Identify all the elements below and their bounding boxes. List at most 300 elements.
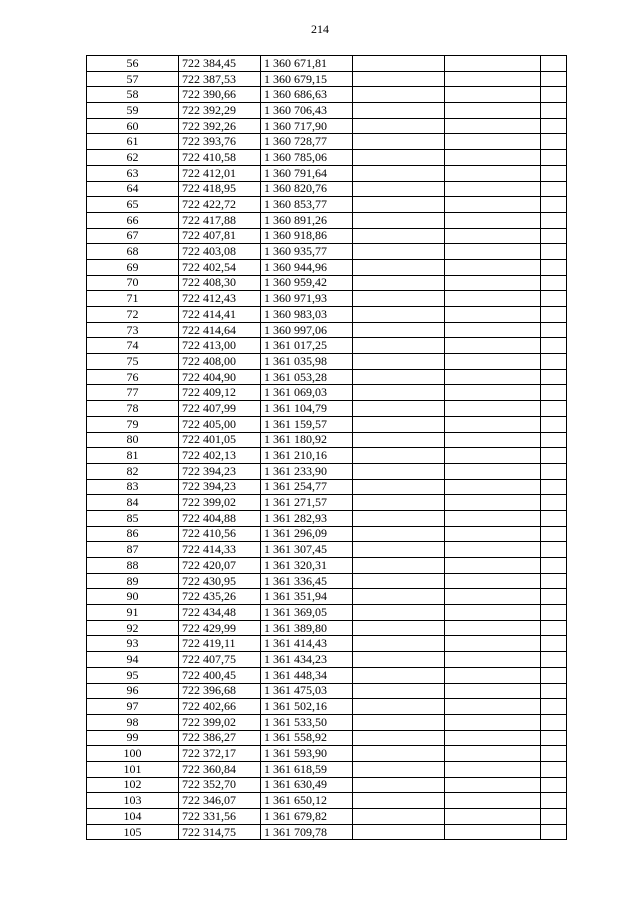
y-coordinate-cell: 1 360 971,93: [261, 291, 353, 307]
empty-cell: [353, 416, 445, 432]
x-coordinate-cell: 722 314,75: [179, 824, 261, 840]
empty-cell: [353, 589, 445, 605]
table-row: [87, 275, 567, 291]
point-number-cell: 82: [87, 463, 179, 479]
table-row: [87, 714, 567, 730]
y-coordinate-cell: 1 361 533,50: [261, 714, 353, 730]
table-row: [87, 197, 567, 213]
empty-cell: [353, 228, 445, 244]
empty-cell: [445, 71, 541, 87]
x-coordinate-cell: 722 392,26: [179, 118, 261, 134]
empty-cell: [353, 448, 445, 464]
empty-cell: [541, 197, 567, 213]
y-coordinate-cell: 1 361 650,12: [261, 793, 353, 809]
empty-cell: [541, 824, 567, 840]
empty-cell: [541, 212, 567, 228]
empty-cell: [541, 307, 567, 323]
point-number-cell: 98: [87, 714, 179, 730]
point-number-cell: 68: [87, 244, 179, 260]
table-row: [87, 291, 567, 307]
empty-cell: [541, 605, 567, 621]
table-row: [87, 432, 567, 448]
empty-cell: [353, 463, 445, 479]
empty-cell: [541, 275, 567, 291]
x-coordinate-cell: 722 417,88: [179, 212, 261, 228]
table-row: [87, 338, 567, 354]
y-coordinate-cell: 1 360 959,42: [261, 275, 353, 291]
empty-cell: [353, 197, 445, 213]
y-coordinate-cell: 1 361 233,90: [261, 463, 353, 479]
x-coordinate-cell: 722 407,99: [179, 401, 261, 417]
x-coordinate-cell: 722 429,99: [179, 620, 261, 636]
empty-cell: [353, 385, 445, 401]
x-coordinate-cell: 722 352,70: [179, 777, 261, 793]
y-coordinate-cell: 1 361 159,57: [261, 416, 353, 432]
point-number-cell: 75: [87, 354, 179, 370]
empty-cell: [445, 777, 541, 793]
table-row: [87, 150, 567, 166]
point-number-cell: 65: [87, 197, 179, 213]
empty-cell: [541, 793, 567, 809]
point-number-cell: 60: [87, 118, 179, 134]
empty-cell: [541, 338, 567, 354]
table-row: [87, 479, 567, 495]
y-coordinate-cell: 1 361 017,25: [261, 338, 353, 354]
y-coordinate-cell: 1 361 271,57: [261, 495, 353, 511]
y-coordinate-cell: 1 361 448,34: [261, 667, 353, 683]
empty-cell: [353, 165, 445, 181]
x-coordinate-cell: 722 404,90: [179, 369, 261, 385]
empty-cell: [445, 526, 541, 542]
empty-cell: [353, 118, 445, 134]
table-row: [87, 526, 567, 542]
empty-cell: [445, 667, 541, 683]
empty-cell: [541, 432, 567, 448]
empty-cell: [445, 416, 541, 432]
empty-cell: [353, 558, 445, 574]
empty-cell: [353, 338, 445, 354]
table-row: [87, 134, 567, 150]
y-coordinate-cell: 1 361 618,59: [261, 761, 353, 777]
table-row: [87, 307, 567, 323]
table-row: [87, 103, 567, 119]
empty-cell: [353, 432, 445, 448]
x-coordinate-cell: 722 434,48: [179, 605, 261, 621]
empty-cell: [445, 338, 541, 354]
x-coordinate-cell: 722 435,26: [179, 589, 261, 605]
empty-cell: [353, 510, 445, 526]
empty-cell: [353, 526, 445, 542]
empty-cell: [353, 307, 445, 323]
y-coordinate-cell: 1 361 475,03: [261, 683, 353, 699]
point-number-cell: 88: [87, 558, 179, 574]
point-number-cell: 70: [87, 275, 179, 291]
table-row: [87, 463, 567, 479]
point-number-cell: 57: [87, 71, 179, 87]
empty-cell: [541, 652, 567, 668]
y-coordinate-cell: 1 361 053,28: [261, 369, 353, 385]
y-coordinate-cell: 1 361 069,03: [261, 385, 353, 401]
empty-cell: [353, 636, 445, 652]
y-coordinate-cell: 1 360 997,06: [261, 322, 353, 338]
empty-cell: [445, 824, 541, 840]
y-coordinate-cell: 1 361 320,31: [261, 558, 353, 574]
empty-cell: [541, 401, 567, 417]
x-coordinate-cell: 722 414,41: [179, 307, 261, 323]
point-number-cell: 80: [87, 432, 179, 448]
point-number-cell: 78: [87, 401, 179, 417]
empty-cell: [353, 824, 445, 840]
empty-cell: [541, 573, 567, 589]
x-coordinate-cell: 722 386,27: [179, 730, 261, 746]
coordinates-table: [86, 55, 567, 840]
table-row: [87, 165, 567, 181]
x-coordinate-cell: 722 387,53: [179, 71, 261, 87]
table-row: [87, 777, 567, 793]
coordinates-table-body: [87, 56, 567, 840]
empty-cell: [445, 793, 541, 809]
x-coordinate-cell: 722 404,88: [179, 510, 261, 526]
y-coordinate-cell: 1 361 336,45: [261, 573, 353, 589]
table-row: [87, 746, 567, 762]
empty-cell: [445, 683, 541, 699]
point-number-cell: 95: [87, 667, 179, 683]
point-number-cell: 76: [87, 369, 179, 385]
point-number-cell: 97: [87, 699, 179, 715]
x-coordinate-cell: 722 392,29: [179, 103, 261, 119]
empty-cell: [445, 181, 541, 197]
point-number-cell: 90: [87, 589, 179, 605]
x-coordinate-cell: 722 402,13: [179, 448, 261, 464]
point-number-cell: 74: [87, 338, 179, 354]
point-number-cell: 67: [87, 228, 179, 244]
empty-cell: [445, 56, 541, 72]
point-number-cell: 77: [87, 385, 179, 401]
x-coordinate-cell: 722 390,66: [179, 87, 261, 103]
table-row: [87, 448, 567, 464]
empty-cell: [353, 275, 445, 291]
point-number-cell: 89: [87, 573, 179, 589]
point-number-cell: 104: [87, 809, 179, 825]
empty-cell: [541, 463, 567, 479]
x-coordinate-cell: 722 403,08: [179, 244, 261, 260]
y-coordinate-cell: 1 360 785,06: [261, 150, 353, 166]
table-row: [87, 244, 567, 260]
page-number: 214: [311, 22, 329, 36]
empty-cell: [353, 354, 445, 370]
x-coordinate-cell: 722 412,43: [179, 291, 261, 307]
y-coordinate-cell: 1 360 706,43: [261, 103, 353, 119]
table-row: [87, 510, 567, 526]
empty-cell: [445, 589, 541, 605]
point-number-cell: 59: [87, 103, 179, 119]
x-coordinate-cell: 722 422,72: [179, 197, 261, 213]
empty-cell: [541, 683, 567, 699]
point-number-cell: 85: [87, 510, 179, 526]
point-number-cell: 69: [87, 259, 179, 275]
empty-cell: [541, 165, 567, 181]
point-number-cell: 56: [87, 56, 179, 72]
empty-cell: [445, 730, 541, 746]
empty-cell: [353, 212, 445, 228]
x-coordinate-cell: 722 400,45: [179, 667, 261, 683]
y-coordinate-cell: 1 361 389,80: [261, 620, 353, 636]
table-row: [87, 605, 567, 621]
empty-cell: [445, 432, 541, 448]
empty-cell: [541, 244, 567, 260]
y-coordinate-cell: 1 361 296,09: [261, 526, 353, 542]
table-row: [87, 71, 567, 87]
empty-cell: [541, 777, 567, 793]
empty-cell: [541, 259, 567, 275]
empty-cell: [445, 118, 541, 134]
empty-cell: [541, 730, 567, 746]
table-row: [87, 118, 567, 134]
y-coordinate-cell: 1 360 728,77: [261, 134, 353, 150]
empty-cell: [541, 746, 567, 762]
empty-cell: [445, 87, 541, 103]
table-row: [87, 761, 567, 777]
point-number-cell: 86: [87, 526, 179, 542]
point-number-cell: 87: [87, 542, 179, 558]
empty-cell: [541, 510, 567, 526]
point-number-cell: 58: [87, 87, 179, 103]
empty-cell: [541, 118, 567, 134]
x-coordinate-cell: 722 384,45: [179, 56, 261, 72]
x-coordinate-cell: 722 414,33: [179, 542, 261, 558]
x-coordinate-cell: 722 399,02: [179, 495, 261, 511]
empty-cell: [541, 56, 567, 72]
table-row: [87, 369, 567, 385]
empty-cell: [445, 746, 541, 762]
y-coordinate-cell: 1 361 254,77: [261, 479, 353, 495]
x-coordinate-cell: 722 430,95: [179, 573, 261, 589]
empty-cell: [541, 526, 567, 542]
y-coordinate-cell: 1 360 717,90: [261, 118, 353, 134]
x-coordinate-cell: 722 407,75: [179, 652, 261, 668]
empty-cell: [445, 495, 541, 511]
x-coordinate-cell: 722 393,76: [179, 134, 261, 150]
empty-cell: [445, 463, 541, 479]
point-number-cell: 93: [87, 636, 179, 652]
table-row: [87, 636, 567, 652]
empty-cell: [353, 259, 445, 275]
y-coordinate-cell: 1 361 369,05: [261, 605, 353, 621]
empty-cell: [353, 652, 445, 668]
empty-cell: [541, 542, 567, 558]
empty-cell: [445, 134, 541, 150]
point-number-cell: 62: [87, 150, 179, 166]
y-coordinate-cell: 1 360 891,26: [261, 212, 353, 228]
point-number-cell: 66: [87, 212, 179, 228]
point-number-cell: 71: [87, 291, 179, 307]
empty-cell: [353, 683, 445, 699]
empty-cell: [541, 558, 567, 574]
table-row: [87, 652, 567, 668]
empty-cell: [445, 714, 541, 730]
table-row: [87, 212, 567, 228]
empty-cell: [353, 667, 445, 683]
table-row: [87, 87, 567, 103]
point-number-cell: 81: [87, 448, 179, 464]
table-row: [87, 495, 567, 511]
empty-cell: [445, 761, 541, 777]
y-coordinate-cell: 1 360 853,77: [261, 197, 353, 213]
empty-cell: [353, 573, 445, 589]
point-number-cell: 63: [87, 165, 179, 181]
empty-cell: [541, 71, 567, 87]
x-coordinate-cell: 722 408,30: [179, 275, 261, 291]
point-number-cell: 103: [87, 793, 179, 809]
table-row: [87, 181, 567, 197]
empty-cell: [445, 165, 541, 181]
table-row: [87, 809, 567, 825]
empty-cell: [445, 197, 541, 213]
y-coordinate-cell: 1 360 935,77: [261, 244, 353, 260]
table-row: [87, 416, 567, 432]
empty-cell: [541, 385, 567, 401]
empty-cell: [445, 150, 541, 166]
empty-cell: [353, 150, 445, 166]
x-coordinate-cell: 722 408,00: [179, 354, 261, 370]
empty-cell: [541, 667, 567, 683]
y-coordinate-cell: 1 360 679,15: [261, 71, 353, 87]
empty-cell: [445, 401, 541, 417]
x-coordinate-cell: 722 410,58: [179, 150, 261, 166]
point-number-cell: 84: [87, 495, 179, 511]
empty-cell: [445, 291, 541, 307]
point-number-cell: 101: [87, 761, 179, 777]
empty-cell: [353, 291, 445, 307]
empty-cell: [353, 401, 445, 417]
x-coordinate-cell: 722 409,12: [179, 385, 261, 401]
empty-cell: [541, 322, 567, 338]
empty-cell: [445, 103, 541, 119]
x-coordinate-cell: 722 394,23: [179, 479, 261, 495]
empty-cell: [445, 228, 541, 244]
y-coordinate-cell: 1 361 351,94: [261, 589, 353, 605]
empty-cell: [353, 605, 445, 621]
y-coordinate-cell: 1 361 210,16: [261, 448, 353, 464]
empty-cell: [353, 777, 445, 793]
empty-cell: [541, 87, 567, 103]
x-coordinate-cell: 722 413,00: [179, 338, 261, 354]
empty-cell: [353, 87, 445, 103]
y-coordinate-cell: 1 360 944,96: [261, 259, 353, 275]
x-coordinate-cell: 722 402,54: [179, 259, 261, 275]
x-coordinate-cell: 722 407,81: [179, 228, 261, 244]
y-coordinate-cell: 1 361 630,49: [261, 777, 353, 793]
table-row: [87, 259, 567, 275]
empty-cell: [541, 714, 567, 730]
empty-cell: [445, 542, 541, 558]
table-row: [87, 558, 567, 574]
point-number-cell: 96: [87, 683, 179, 699]
x-coordinate-cell: 722 360,84: [179, 761, 261, 777]
y-coordinate-cell: 1 360 983,03: [261, 307, 353, 323]
table-row: [87, 793, 567, 809]
table-row: [87, 228, 567, 244]
y-coordinate-cell: 1 360 918,86: [261, 228, 353, 244]
table-row: [87, 699, 567, 715]
y-coordinate-cell: 1 361 307,45: [261, 542, 353, 558]
table-row: [87, 322, 567, 338]
y-coordinate-cell: 1 361 180,92: [261, 432, 353, 448]
empty-cell: [353, 620, 445, 636]
x-coordinate-cell: 722 410,56: [179, 526, 261, 542]
empty-cell: [541, 134, 567, 150]
y-coordinate-cell: 1 361 104,79: [261, 401, 353, 417]
y-coordinate-cell: 1 361 709,78: [261, 824, 353, 840]
empty-cell: [541, 369, 567, 385]
x-coordinate-cell: 722 396,68: [179, 683, 261, 699]
x-coordinate-cell: 722 331,56: [179, 809, 261, 825]
y-coordinate-cell: 1 361 679,82: [261, 809, 353, 825]
empty-cell: [541, 103, 567, 119]
empty-cell: [541, 416, 567, 432]
point-number-cell: 79: [87, 416, 179, 432]
empty-cell: [541, 181, 567, 197]
empty-cell: [541, 479, 567, 495]
empty-cell: [353, 71, 445, 87]
empty-cell: [445, 479, 541, 495]
x-coordinate-cell: 722 402,66: [179, 699, 261, 715]
table-row: [87, 401, 567, 417]
y-coordinate-cell: 1 361 282,93: [261, 510, 353, 526]
empty-cell: [445, 620, 541, 636]
empty-cell: [353, 809, 445, 825]
empty-cell: [541, 761, 567, 777]
empty-cell: [541, 291, 567, 307]
x-coordinate-cell: 722 412,01: [179, 165, 261, 181]
empty-cell: [445, 573, 541, 589]
empty-cell: [353, 761, 445, 777]
empty-cell: [353, 699, 445, 715]
x-coordinate-cell: 722 372,17: [179, 746, 261, 762]
point-number-cell: 92: [87, 620, 179, 636]
empty-cell: [541, 699, 567, 715]
empty-cell: [353, 322, 445, 338]
empty-cell: [445, 448, 541, 464]
empty-cell: [445, 275, 541, 291]
y-coordinate-cell: 1 360 671,81: [261, 56, 353, 72]
point-number-cell: 83: [87, 479, 179, 495]
table-row: [87, 354, 567, 370]
y-coordinate-cell: 1 361 414,43: [261, 636, 353, 652]
empty-cell: [353, 134, 445, 150]
empty-cell: [541, 495, 567, 511]
empty-cell: [445, 510, 541, 526]
table-row: [87, 542, 567, 558]
table-row: [87, 573, 567, 589]
point-number-cell: 94: [87, 652, 179, 668]
table-row: [87, 385, 567, 401]
empty-cell: [445, 354, 541, 370]
empty-cell: [353, 369, 445, 385]
table-row: [87, 56, 567, 72]
x-coordinate-cell: 722 420,07: [179, 558, 261, 574]
empty-cell: [353, 56, 445, 72]
empty-cell: [541, 354, 567, 370]
y-coordinate-cell: 1 360 820,76: [261, 181, 353, 197]
empty-cell: [445, 259, 541, 275]
x-coordinate-cell: 722 401,05: [179, 432, 261, 448]
x-coordinate-cell: 722 418,95: [179, 181, 261, 197]
empty-cell: [445, 244, 541, 260]
point-number-cell: 105: [87, 824, 179, 840]
x-coordinate-cell: 722 399,02: [179, 714, 261, 730]
y-coordinate-cell: 1 361 593,90: [261, 746, 353, 762]
